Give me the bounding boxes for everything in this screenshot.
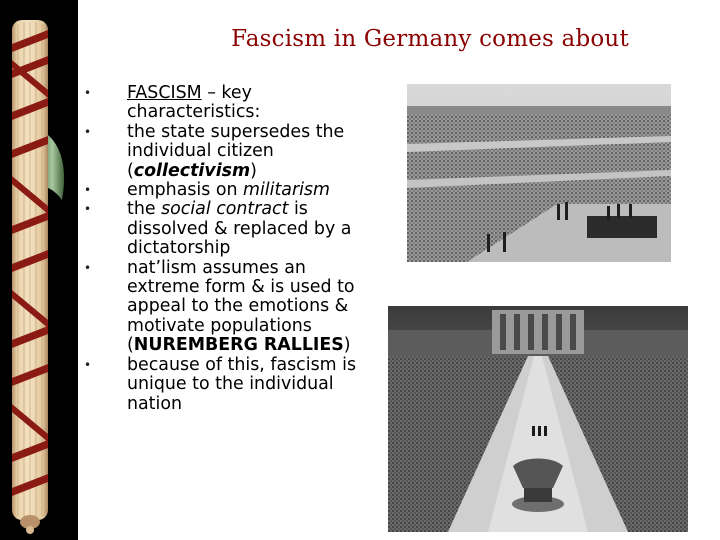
bullet-list [84,84,374,414]
bullet-text-segment: ) [343,335,351,356]
bullet-text-segment: social contract [161,199,289,220]
nuremberg-rally-image [388,306,688,532]
rally-crowd-photo [407,84,671,262]
bullet-text-segment: is dissolved & replaced by a dictatorship [127,199,352,259]
bullet-text-segment: militarism [243,180,330,201]
bullet-text-segment: – key characteristics: [127,83,261,123]
bullet-item [84,123,374,181]
nuremberg-rally-photo [388,306,688,532]
fasces-strip [0,0,78,540]
bullet-text-segment: collectivism [133,160,251,181]
bullet-text-segment: because of this, fascism is unique to the individual nation [127,354,356,414]
fasces-bundle-image [0,0,78,540]
bullet-text-segment: nat’lism assumes an extreme form & is used to appeal to the emotions & motivate populations ( [127,257,355,356]
bullet-text-segment: FASCISM [127,83,202,103]
bullet-item [84,259,374,356]
rally-crowd-image [407,84,671,262]
slide-title: Fascism in Germany comes about [231,26,629,52]
bullet-text-segment: NUREMBERG RALLIES [133,335,344,356]
bullet-item [84,356,374,414]
bullet-text-segment: ) [250,160,257,181]
bullet-text-segment: emphasis on [127,180,244,201]
bullet-item [84,84,374,123]
bullet-text-segment: the [127,199,162,220]
bullet-text-segment: the state supersedes the individual citizen ( [127,121,345,181]
bullet-item [84,181,374,200]
bullet-item [84,200,374,258]
